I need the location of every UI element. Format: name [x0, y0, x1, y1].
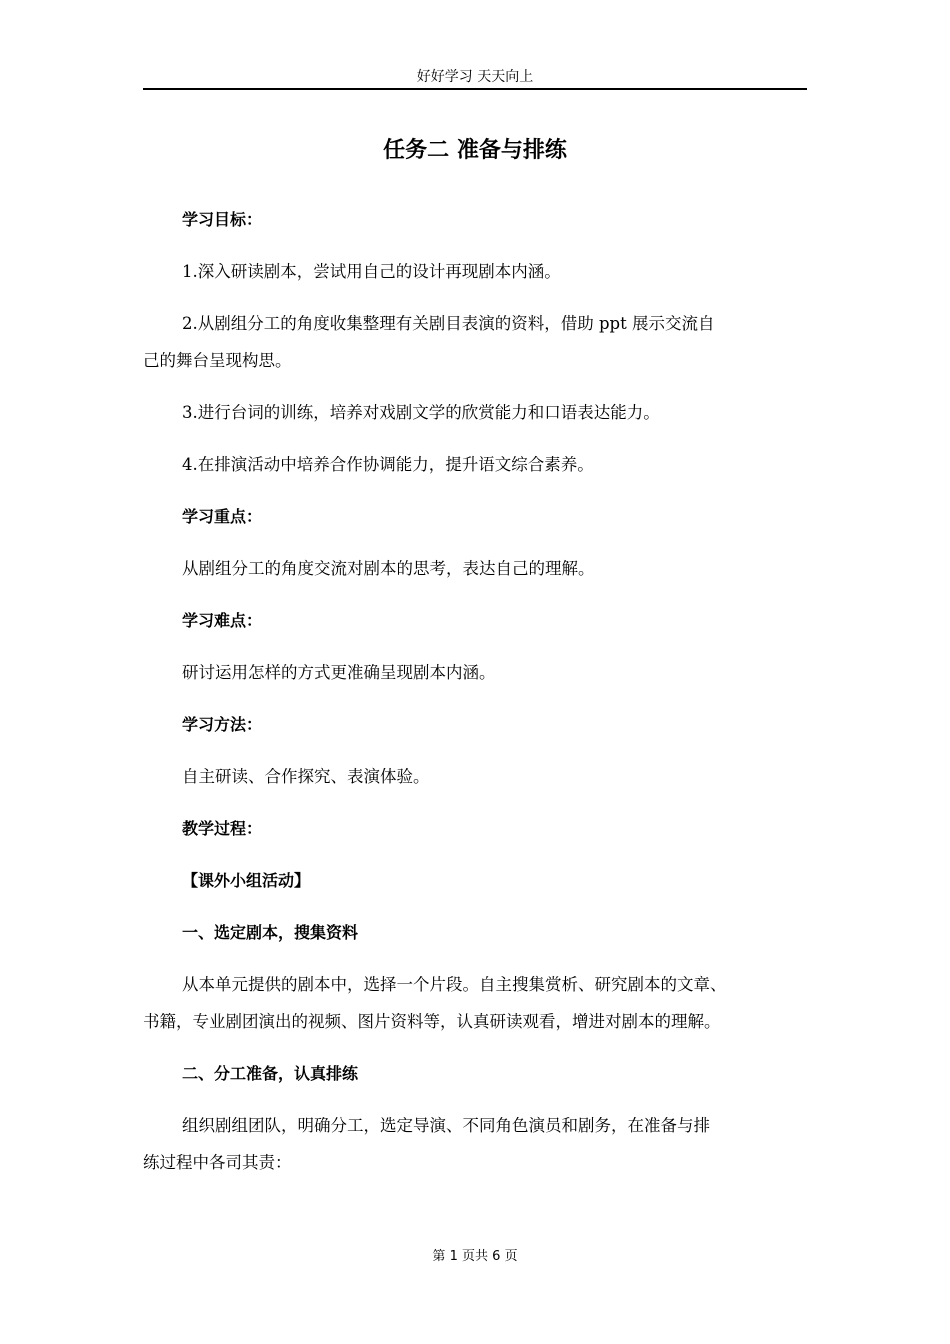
- methods-heading: 学习方法：: [182, 715, 263, 734]
- objective-item-3: 3.进行台词的训练，培养对戏剧文学的欣赏能力和口语表达能力。: [182, 403, 660, 422]
- section-2-heading: 二、分工准备，认真排练: [182, 1064, 359, 1083]
- objective-item-2-line-2: 己的舞台呈现构思。: [143, 351, 292, 370]
- objectives-heading: 学习目标：: [182, 210, 263, 229]
- header-divider: [143, 88, 807, 90]
- section-2-line-2: 练过程中各司其责：: [143, 1153, 292, 1172]
- methods-text: 自主研读、合作探究、表演体验。: [182, 767, 430, 786]
- objective-item-1: 1.深入研读剧本，尝试用自己的设计再现剧本内涵。: [182, 262, 561, 281]
- footer-total-pages: 6: [492, 1249, 501, 1264]
- footer-page-number: 1: [449, 1249, 458, 1264]
- page-footer: [143, 1248, 807, 1266]
- difficulties-text: 研讨运用怎样的方式更准确呈现剧本内涵。: [182, 663, 496, 682]
- difficulties-heading: 学习难点：: [182, 611, 263, 630]
- key-points-text: 从剧组分工的角度交流对剧本的思考，表达自己的理解。: [182, 559, 595, 578]
- footer-middle: 页共: [461, 1249, 488, 1264]
- activity-heading: 【课外小组活动】: [182, 871, 311, 890]
- process-heading: 教学过程：: [182, 819, 263, 838]
- page-header: 好好学习 天天向上: [416, 69, 534, 85]
- section-1-line-1: 从本单元提供的剧本中，选择一个片段。自主搜集赏析、研究剧本的文章、: [182, 975, 727, 994]
- section-2-line-1: 组织剧组团队，明确分工，选定导演、不同角色演员和剧务，在准备与排: [182, 1116, 710, 1135]
- key-points-heading: 学习重点：: [182, 507, 263, 526]
- document-title: 任务二 准备与排练: [383, 138, 567, 163]
- footer-prefix: 第: [432, 1249, 446, 1264]
- objective-item-2-line-1: 2.从剧组分工的角度收集整理有关剧目表演的资料，借助 ppt 展示交流自: [182, 314, 715, 333]
- section-1-line-2: 书籍，专业剧团演出的视频、图片资料等，认真研读观看，增进对剧本的理解。: [143, 1012, 721, 1031]
- objective-item-4: 4.在排演活动中培养合作协调能力，提升语文综合素养。: [182, 455, 594, 474]
- footer-suffix: 页: [504, 1249, 518, 1264]
- section-1-heading: 一、选定剧本，搜集资料: [182, 923, 359, 942]
